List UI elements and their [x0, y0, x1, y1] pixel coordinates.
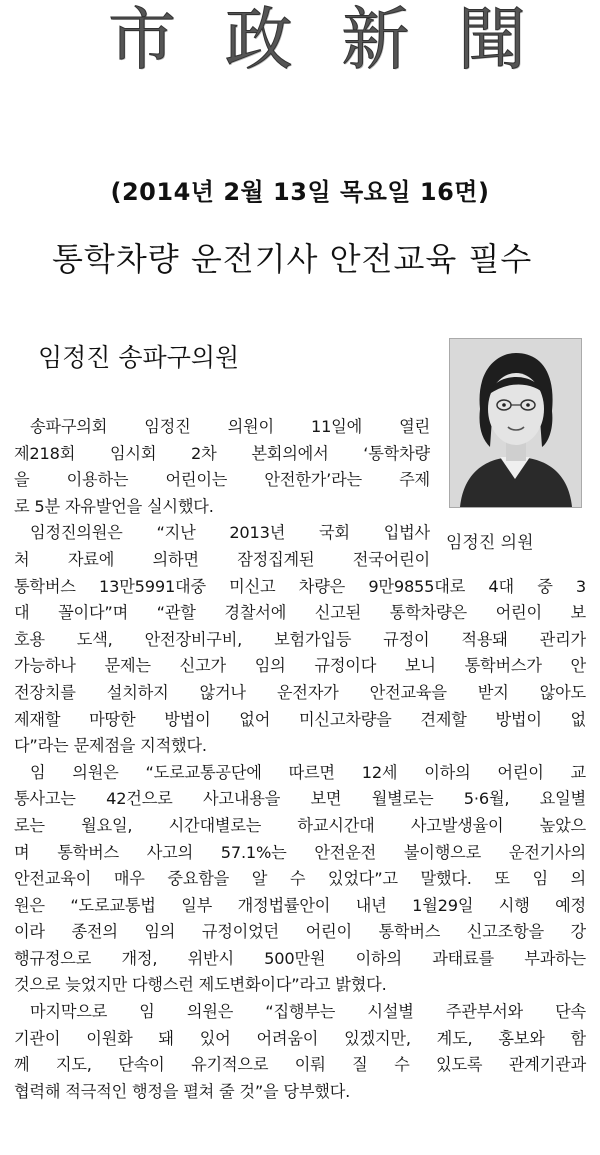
article-line: 통학버스 13만5991대중 미신고 차량은 9만9855대로 4대 중 3: [14, 576, 586, 596]
article-line: 협력해 적극적인 행정을 펼쳐 줄 것”을 당부했다.: [14, 1081, 351, 1101]
article-line: 기관이 이원화 돼 있어 어려움이 있겠지만, 계도, 홍보와 함: [14, 1028, 586, 1048]
article-line: 통사고는 42건으로 사고내용을 보면 월별로는 5·6월, 요일별: [14, 789, 586, 809]
article-line: 안전교육이 매우 중요함을 알 수 있었다”고 말했다. 또 임 의: [14, 869, 586, 889]
article-line: 제218회 임시회 2차 본회의에서 ‘통학차량: [14, 443, 430, 463]
article-line: 송파구의회 임정진 의원이 11일에 열린: [30, 417, 430, 436]
photo-caption: 임정진 의원: [446, 533, 534, 553]
article-line: 대 꼴이다”며 “관할 경찰서에 신고된 통학차량은 어린이 보: [14, 603, 586, 623]
article-line: 처 자료에 의하면 잠정집계된 전국어린이: [14, 549, 430, 569]
masthead-char: 新: [341, 1, 412, 80]
article-line: 원은 “도로교통법 일부 개정법률안이 내년 1월29일 시행 예정: [14, 895, 586, 915]
article-line: 이라 종전의 임의 규정이었던 어린이 통학버스 신고조항을 강: [14, 922, 586, 942]
dateline: (2014년 2월 13일 목요일 16면): [110, 178, 490, 206]
masthead-char: 聞: [457, 1, 528, 80]
article-line: 로는 월요일, 시간대별로는 하교시간대 사고발생율이 높았으: [14, 815, 586, 835]
article-line: 것으로 늦었지만 다행스런 제도변화이다”라고 밝혔다.: [14, 975, 387, 995]
article-line: 행규정으로 개정, 위반시 500만원 이하의 과태료를 부과하는: [14, 948, 586, 968]
article-line: 로 5분 자유발언을 실시했다.: [14, 496, 214, 516]
article-headline: 통학차량 운전기사 안전교육 필수: [52, 240, 533, 278]
article-line: 호용 도색, 안전장비구비, 보험가입등 규정이 적용돼 관리가: [14, 629, 586, 649]
article-line: 마지막으로 임 의원은 “집행부는 시설별 주관부서와 단속: [30, 1002, 586, 1022]
article-line: 임 의원은 “도로교통공단에 따르면 12세 이하의 어린이 교: [30, 762, 586, 782]
article-line: 며 통학버스 사고의 57.1%는 안전운전 불이행으로 운전기사의: [14, 842, 586, 862]
article-line: 을 이용하는 어린이는 안전한가’라는 주제: [14, 470, 430, 490]
article-body: [14, 414, 586, 1105]
masthead-char: 政: [224, 1, 295, 80]
article-line: 께 지도, 단속이 유기적으로 이뤄 질 수 있도록 관계기관과: [14, 1055, 586, 1075]
article-line: 다”라는 문제점을 지적했다.: [14, 736, 207, 756]
article-subhead: 임정진 송파구의원: [38, 343, 240, 372]
article-line: 가능하나 문제는 신고가 임의 규정이다 보니 통학버스가 안: [14, 656, 586, 676]
article-line: 임정진의원은 “지난 2013년 국회 입법사: [30, 523, 430, 543]
article-line: 제재할 마땅한 방법이 없어 미신고차량을 견제할 방법이 없: [14, 709, 586, 729]
masthead-char: 市: [108, 1, 179, 80]
newspaper-masthead: [108, 2, 528, 80]
article-line: 전장치를 설치하지 않거나 운전자가 안전교육을 받지 않아도: [14, 682, 586, 702]
